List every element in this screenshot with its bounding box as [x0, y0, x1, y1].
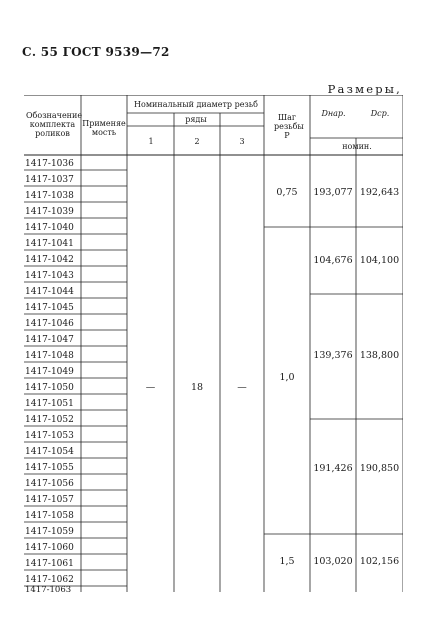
dsr-value: 138,800: [359, 350, 400, 361]
code-cell: 1417-1061: [25, 559, 74, 569]
page-header: С. 55 ГОСТ 9539—72: [22, 45, 170, 59]
code-cell: 1417-1046: [25, 319, 74, 329]
row2-diameter: 18: [190, 382, 204, 393]
dnar-value: 191,426: [313, 463, 353, 474]
code-cell: 1417-1059: [25, 527, 74, 537]
col-pitch: Шаг резьбы P: [274, 113, 304, 140]
row3-dash: —: [237, 382, 247, 393]
col-dsr: Dср.: [370, 109, 390, 118]
dsr-value: 104,100: [359, 255, 400, 266]
col-dnar: Dнар.: [321, 109, 346, 118]
code-cell: 1417-1045: [25, 303, 74, 313]
col-designation: Обозначение комплекта роликов: [26, 111, 83, 138]
code-cell: 1417-1049: [25, 367, 74, 377]
code-cell: 1417-1060: [25, 543, 74, 553]
dsr-value: 190,850: [359, 463, 400, 474]
col-nomin: номин.: [342, 142, 372, 151]
col-row2: 2: [194, 137, 200, 146]
code-cell: 1417-1040: [25, 223, 74, 233]
sizes-label: Размеры,: [327, 82, 402, 96]
code-cell: 1417-1056: [25, 479, 74, 489]
dsr-value: 102,156: [359, 556, 400, 567]
dnar-value: 193,077: [313, 187, 353, 198]
code-cell: 1417-1050: [25, 383, 74, 393]
code-cell: 1417-1053: [25, 431, 74, 441]
code-cell: 1417-1047: [25, 335, 74, 345]
dnar-value: 104,676: [313, 255, 353, 266]
row1-dash: —: [145, 382, 156, 393]
col-applicability: Применяемость: [82, 119, 126, 137]
code-cell: 1417-1051: [25, 399, 74, 409]
code-cell: 1417-1041: [25, 239, 74, 249]
dsr-value: 192,643: [359, 187, 400, 198]
dnar-value: 139,376: [313, 350, 353, 361]
code-cell: 1417-1055: [25, 463, 74, 473]
code-cell: 1417-1037: [25, 175, 74, 185]
col-row3: 3: [239, 137, 245, 146]
code-cell: 1417-1057: [25, 495, 74, 505]
pitch-value: 0,75: [276, 187, 298, 198]
dimensions-table: [24, 95, 403, 595]
code-cell: 1417-1039: [25, 207, 74, 217]
code-cell: 1417-1058: [25, 511, 74, 521]
code-cell: 1417-1048: [25, 351, 74, 361]
dnar-value: 103,020: [313, 556, 353, 567]
code-cell: 1417-1062: [25, 575, 74, 585]
code-cell: 1417-1036: [25, 159, 74, 169]
col-row1: 1: [148, 137, 154, 146]
col-rows: ряды: [185, 115, 207, 124]
col-nominal-diameter: Номинальный диаметр резьб: [134, 100, 258, 109]
code-cell: 1417-1038: [25, 191, 74, 201]
table-grid: [24, 95, 403, 595]
pitch-value: 1,0: [279, 372, 295, 383]
pitch-value: 1,5: [279, 556, 295, 567]
code-cell: 1417-1063: [25, 585, 72, 595]
code-cell: 1417-1054: [25, 447, 74, 457]
code-cell: 1417-1042: [25, 255, 74, 265]
code-cell: 1417-1052: [25, 415, 74, 425]
code-cell: 1417-1044: [25, 287, 74, 297]
code-cell: 1417-1043: [25, 271, 74, 281]
